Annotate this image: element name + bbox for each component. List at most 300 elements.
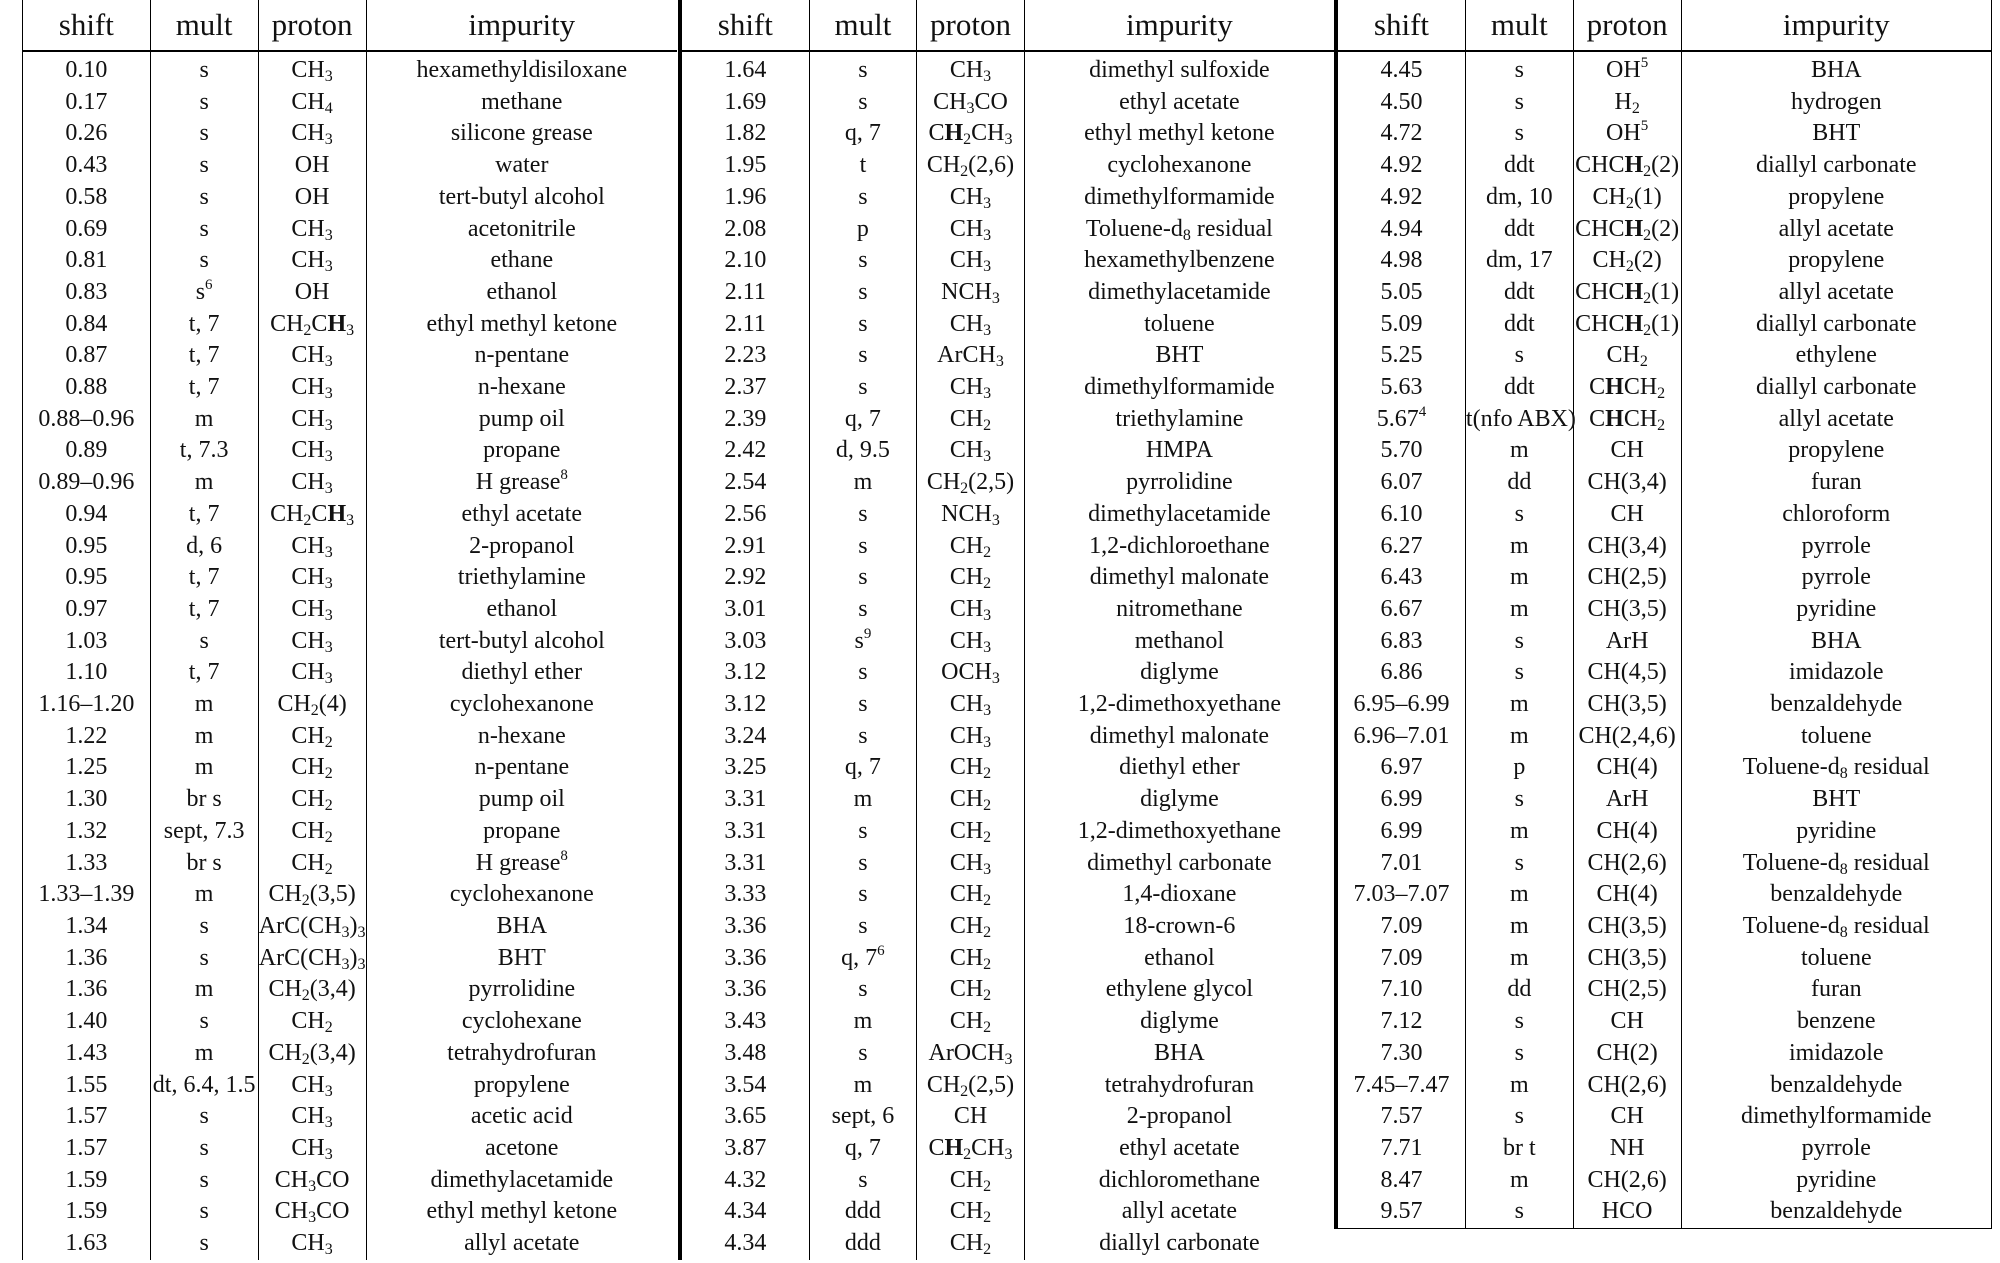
cell-impurity: dimethylacetamide (1024, 277, 1334, 309)
cell-mult: t(nfo ABX) (1465, 404, 1573, 436)
cell-mult: s (809, 277, 917, 309)
cell-mult: s (809, 245, 917, 277)
cell-shift: 0.95 (65, 564, 108, 591)
cell-mult: s (1465, 340, 1573, 372)
table-row (23, 1196, 678, 1228)
table-row (1338, 784, 1992, 816)
cell-impurity: n-hexane (366, 372, 677, 404)
cell-shift: 2.11 (724, 310, 766, 337)
cell-mult: q, 7 (809, 404, 917, 436)
column-header-impurity: impurity (366, 0, 677, 51)
cell-impurity: diglyme (1024, 784, 1334, 816)
cell-mult: ddt (1465, 309, 1573, 341)
cell-impurity: BHA (1681, 626, 1991, 658)
cell-mult: s (1465, 1006, 1573, 1038)
table-row (1338, 657, 1992, 689)
cell-shift: 0.84 (65, 310, 108, 337)
table-row (23, 340, 678, 372)
cell-mult: s (1465, 626, 1573, 658)
table-row (23, 1006, 678, 1038)
cell-mult: s (809, 499, 917, 531)
cell-proton: $CH_3$ (258, 562, 366, 594)
cell-impurity: water (366, 150, 677, 182)
table-panel-1 (22, 0, 677, 1260)
cell-shift: 2.08 (724, 215, 767, 242)
table-row (1338, 51, 1992, 87)
cell-impurity: 2-propanol (1024, 1101, 1334, 1133)
cell-impurity: ethanol (366, 277, 677, 309)
table-row (23, 721, 678, 753)
cell-shift: 1.34 (65, 912, 108, 939)
cell-impurity: cyclohexanone (366, 879, 677, 911)
cell-impurity: diallyl carbonate (1681, 309, 1991, 341)
cell-shift: 4.50 (1380, 88, 1423, 115)
table-row (23, 499, 678, 531)
cell-mult: $s^9$ (809, 626, 917, 658)
cell-shift: 1.95 (724, 152, 767, 179)
table-row (23, 404, 678, 436)
cell-proton: $OCH_3$ (917, 657, 1025, 689)
table-row (23, 309, 678, 341)
cell-mult: m (809, 784, 917, 816)
cell-proton: $CH_2$ (917, 1006, 1025, 1038)
cell-impurity: ethanol (366, 594, 677, 626)
header-row (23, 0, 678, 51)
table-row (1338, 531, 1992, 563)
cell-impurity: pyrrolidine (1024, 467, 1334, 499)
cell-shift: 1.25 (65, 754, 108, 781)
cell-proton: $CH_2$ (917, 1228, 1025, 1260)
table-row (1338, 721, 1992, 753)
cell-mult: s (809, 372, 917, 404)
cell-impurity: methanol (1024, 626, 1334, 658)
cell-shift: 8.47 (1380, 1166, 1423, 1193)
cell-mult: s (1465, 51, 1573, 87)
cell-shift: 1.36 (65, 944, 108, 971)
cell-mult: s (150, 245, 258, 277)
cell-mult: q, 7 (809, 118, 917, 150)
cell-proton: $CH_2(3,4)$ (258, 974, 366, 1006)
cell-impurity: benzene (1681, 1006, 1991, 1038)
cell-impurity: BHT (366, 943, 677, 975)
cell-impurity: pyrrole (1681, 562, 1991, 594)
table-row (682, 118, 1334, 150)
cell-impurity: Toluene-$d_8$ residual (1681, 848, 1991, 880)
cell-impurity: diallyl carbonate (1681, 372, 1991, 404)
cell-mult: br t (1465, 1133, 1573, 1165)
cell-proton: CH(4) (1573, 879, 1681, 911)
cell-shift: 1.40 (65, 1008, 108, 1035)
table-row (23, 467, 678, 499)
cell-proton: CH (1573, 435, 1681, 467)
cell-shift: 7.12 (1380, 1008, 1423, 1035)
cell-impurity: diallyl carbonate (1024, 1228, 1334, 1260)
cell-mult: t, 7 (150, 372, 258, 404)
table-row (1338, 848, 1992, 880)
cell-proton: $CH_2$ (917, 911, 1025, 943)
cell-mult: s (809, 911, 917, 943)
cell-shift: 0.87 (65, 342, 108, 369)
cell-mult: q, 7 (809, 752, 917, 784)
cell-shift: 3.36 (724, 912, 767, 939)
cell-mult: s (809, 531, 917, 563)
cell-impurity: imidazole (1681, 1038, 1991, 1070)
cell-proton: $CH_3$ (258, 372, 366, 404)
table-row (682, 182, 1334, 214)
cell-impurity: toluene (1024, 309, 1334, 341)
column-header-proton: proton (1573, 0, 1681, 51)
table-row (1338, 1006, 1992, 1038)
cell-mult: m (1465, 721, 1573, 753)
cell-proton: CH(4,5) (1573, 657, 1681, 689)
cell-proton: $CH_3$ (258, 1133, 366, 1165)
cell-shift: 5.25 (1380, 342, 1423, 369)
cell-shift: 3.31 (724, 817, 767, 844)
cell-proton: $OH^5$ (1573, 51, 1681, 87)
cell-impurity: 1,2-dimethoxyethane (1024, 689, 1334, 721)
cell-shift: 0.89–0.96 (38, 469, 135, 496)
cell-impurity: BHA (1681, 51, 1991, 87)
cell-shift: 2.39 (724, 405, 767, 432)
cell-mult: m (1465, 943, 1573, 975)
cell-impurity: imidazole (1681, 657, 1991, 689)
cell-mult: s (809, 657, 917, 689)
cell-shift: 0.81 (65, 247, 108, 274)
cell-proton: $CH_3$ (917, 51, 1025, 87)
table-row (1338, 816, 1992, 848)
table-row (23, 1165, 678, 1197)
cell-proton: $CH_4$ (258, 87, 366, 119)
cell-shift: 0.95 (65, 532, 108, 559)
cell-mult: sept, 7.3 (150, 816, 258, 848)
table-row (682, 277, 1334, 309)
table-row (682, 689, 1334, 721)
cell-shift: 7.10 (1380, 976, 1423, 1003)
cell-mult: s (809, 848, 917, 880)
table-row (23, 277, 678, 309)
cell-proton: CH(2,5) (1573, 562, 1681, 594)
cell-shift: 2.56 (724, 500, 767, 527)
table-row (682, 1165, 1334, 1197)
cell-proton: $CH_3$ (258, 531, 366, 563)
table-row (1338, 562, 1992, 594)
cell-mult: s (809, 309, 917, 341)
cell-mult: s (150, 1228, 258, 1260)
cell-impurity: propylene (1681, 245, 1991, 277)
cell-proton: $CH_3$ (917, 594, 1025, 626)
cell-shift: 1.10 (65, 659, 108, 686)
cell-shift: 6.27 (1380, 532, 1423, 559)
cell-impurity: diglyme (1024, 657, 1334, 689)
table-row (23, 657, 678, 689)
table-row (682, 372, 1334, 404)
cell-mult: ddd (809, 1228, 917, 1260)
cell-shift: 3.31 (724, 849, 767, 876)
cell-shift: 3.01 (724, 595, 767, 622)
table-row (1338, 1101, 1992, 1133)
cell-shift: 1.63 (65, 1230, 108, 1257)
cell-mult: m (809, 1070, 917, 1102)
cell-proton: CH(2,6) (1573, 1165, 1681, 1197)
table-row (682, 51, 1334, 87)
cell-shift: 7.09 (1380, 912, 1423, 939)
cell-proton: $CH_2$ (917, 816, 1025, 848)
cell-proton: $CH_2$ (917, 943, 1025, 975)
cell-proton: $CH_3$ (258, 657, 366, 689)
column-header-shift: shift (23, 0, 151, 51)
cell-impurity: 1,2-dichloroethane (1024, 531, 1334, 563)
cell-proton: CH(3,5) (1573, 689, 1681, 721)
cell-shift: 1.69 (724, 88, 767, 115)
table-row (682, 816, 1334, 848)
cell-shift: 2.92 (724, 564, 767, 591)
cell-proton: CH(2,6) (1573, 1070, 1681, 1102)
cell-mult: s (1465, 784, 1573, 816)
table-row (1338, 1165, 1992, 1197)
cell-proton: $CH_2$ (258, 784, 366, 816)
cell-shift: 6.83 (1380, 627, 1423, 654)
table-row (682, 435, 1334, 467)
cell-shift: 2.37 (724, 374, 767, 401)
cell-shift: 1.59 (65, 1166, 108, 1193)
cell-proton: CH (1573, 1006, 1681, 1038)
table-row (682, 150, 1334, 182)
cell-proton: $CH_3$ (258, 1228, 366, 1260)
cell-impurity: dimethylformamide (1024, 182, 1334, 214)
cell-proton: $CH_3$ (258, 404, 366, 436)
cell-mult: m (150, 1038, 258, 1070)
cell-impurity: pyrrolidine (366, 974, 677, 1006)
cell-impurity: pyridine (1681, 816, 1991, 848)
column-header-impurity: impurity (1681, 0, 1991, 51)
table-row (23, 245, 678, 277)
cell-impurity: 2-propanol (366, 531, 677, 563)
cell-mult: m (150, 879, 258, 911)
cell-mult: t, 7 (150, 340, 258, 372)
table-row (1338, 118, 1992, 150)
cell-proton: $CH_2(3,4)$ (258, 1038, 366, 1070)
cell-shift: 5.63 (1380, 374, 1423, 401)
cell-mult: t, 7 (150, 499, 258, 531)
cell-mult: ddd (809, 1196, 917, 1228)
nmr-table (1338, 0, 1992, 1229)
cell-proton: $NCH_3$ (917, 499, 1025, 531)
cell-proton: $CH_2$ (258, 848, 366, 880)
cell-shift: 1.55 (65, 1071, 108, 1098)
cell-mult: s (150, 214, 258, 246)
cell-mult: t, 7.3 (150, 435, 258, 467)
table-row (1338, 879, 1992, 911)
table-row (1338, 1038, 1992, 1070)
cell-mult: s (1465, 848, 1573, 880)
cell-impurity: benzaldehyde (1681, 879, 1991, 911)
cell-shift: 1.33 (65, 849, 108, 876)
cell-shift: 7.01 (1380, 849, 1423, 876)
table-row (682, 404, 1334, 436)
cell-impurity: dimethyl malonate (1024, 562, 1334, 594)
cell-impurity: diallyl carbonate (1681, 150, 1991, 182)
cell-proton: ArH (1573, 626, 1681, 658)
cell-impurity: propane (366, 435, 677, 467)
table-row (1338, 340, 1992, 372)
table-row (682, 1070, 1334, 1102)
cell-proton: CH (1573, 499, 1681, 531)
cell-mult: m (150, 689, 258, 721)
cell-shift: 6.43 (1380, 564, 1423, 591)
cell-impurity: ethyl methyl ketone (366, 309, 677, 341)
cell-proton: $CH_3$ (258, 1070, 366, 1102)
cell-mult: s (150, 182, 258, 214)
cell-shift: 1.64 (724, 57, 767, 83)
cell-impurity: silicone grease (366, 118, 677, 150)
cell-proton: $ArC(CH_3)_3$ (258, 912, 366, 941)
cell-impurity: BHA (1024, 1038, 1334, 1070)
cell-impurity: n-pentane (366, 340, 677, 372)
cell-impurity: BHT (1681, 118, 1991, 150)
cell-impurity: Toluene-$d_8$ residual (1681, 911, 1991, 943)
table-row (23, 214, 678, 246)
cell-shift: 3.36 (724, 976, 767, 1003)
table-row (1338, 626, 1992, 658)
cell-shift: 0.97 (65, 595, 108, 622)
cell-mult: d, 6 (150, 531, 258, 563)
cell-shift: 0.83 (65, 278, 108, 305)
cell-impurity: pump oil (366, 404, 677, 436)
cell-impurity: cyclohexane (366, 1006, 677, 1038)
cell-proton: ArCH$_3$ (917, 340, 1025, 372)
cell-mult: s (150, 1196, 258, 1228)
cell-impurity: methane (366, 87, 677, 119)
table-row (1338, 150, 1992, 182)
cell-impurity: ethylene (1681, 340, 1991, 372)
table-row (23, 974, 678, 1006)
cell-mult: m (809, 467, 917, 499)
cell-impurity: n-pentane (366, 752, 677, 784)
table-row (23, 562, 678, 594)
cell-shift: 2.42 (724, 437, 767, 464)
cell-impurity: ethyl methyl ketone (1024, 118, 1334, 150)
cell-mult: t, 7 (150, 562, 258, 594)
table-row (23, 87, 678, 119)
cell-proton: OH (258, 182, 366, 214)
table-row (1338, 594, 1992, 626)
cell-mult: ddt (1465, 372, 1573, 404)
table-row (1338, 689, 1992, 721)
cell-shift: 0.88 (65, 374, 108, 401)
table-row (682, 1038, 1334, 1070)
cell-shift: 5.09 (1380, 310, 1423, 337)
cell-shift: 3.43 (724, 1008, 767, 1035)
cell-proton: CH(3,5) (1573, 943, 1681, 975)
table-row (682, 626, 1334, 658)
cell-proton: $CH_2$ (258, 721, 366, 753)
cell-mult: m (1465, 879, 1573, 911)
cell-impurity: H grease$^8$ (366, 467, 677, 499)
cell-impurity: dimethylformamide (1681, 1101, 1991, 1133)
cell-shift: 1.36 (65, 976, 108, 1003)
cell-mult: s (1465, 87, 1573, 119)
cell-mult: p (809, 214, 917, 246)
cell-impurity: allyl acetate (1024, 1196, 1334, 1228)
cell-shift: 2.10 (724, 247, 767, 274)
table-row (682, 974, 1334, 1006)
cell-impurity: hydrogen (1681, 87, 1991, 119)
cell-shift: 6.96–7.01 (1353, 722, 1450, 749)
cell-shift: 3.48 (724, 1039, 767, 1066)
cell-mult: m (150, 721, 258, 753)
cell-shift: 7.09 (1380, 944, 1423, 971)
cell-proton: $CHCH_2(1)$ (1575, 310, 1680, 339)
cell-proton: $CH_2(2,5)$ (917, 1070, 1025, 1102)
cell-impurity: 1,4-dioxane (1024, 879, 1334, 911)
table-row (1338, 752, 1992, 784)
table-row (23, 182, 678, 214)
cell-proton: $CH_3$ (917, 182, 1025, 214)
cell-mult: s (809, 721, 917, 753)
cell-mult: q, 7 (809, 1133, 917, 1165)
cell-impurity: H grease$^8$ (366, 848, 677, 880)
cell-impurity: toluene (1681, 721, 1991, 753)
cell-proton: HCO (1573, 1196, 1681, 1228)
table-row (23, 784, 678, 816)
cell-proton: $CHCH_2(1)$ (1575, 278, 1680, 307)
cell-impurity: dimethylacetamide (1024, 499, 1334, 531)
cell-impurity: acetone (366, 1133, 677, 1165)
cell-mult: q, $7^6$ (809, 943, 917, 975)
cell-proton: CH(4) (1573, 752, 1681, 784)
cell-impurity: hexamethylbenzene (1024, 245, 1334, 277)
table-row (682, 245, 1334, 277)
cell-shift: 3.12 (724, 659, 767, 686)
cell-mult: s (150, 87, 258, 119)
cell-proton: $CH_2$ (917, 784, 1025, 816)
cell-mult: s (1465, 1101, 1573, 1133)
cell-shift: 3.12 (724, 691, 767, 718)
cell-proton: CH(3,4) (1573, 467, 1681, 499)
cell-impurity: propylene (366, 1070, 677, 1102)
cell-shift: 7.03–7.07 (1353, 881, 1450, 908)
cell-proton: $CH_3CO$ (258, 1196, 366, 1228)
table-row (23, 752, 678, 784)
table-row (1338, 372, 1992, 404)
cell-proton: $CH_2CH_3$ (258, 499, 366, 531)
cell-impurity: benzaldehyde (1681, 1070, 1991, 1102)
cell-shift: 6.67 (1380, 595, 1423, 622)
cell-impurity: Toluene-$d_8$ residual (1681, 752, 1991, 784)
table-row (682, 531, 1334, 563)
cell-shift: 0.88–0.96 (38, 405, 135, 432)
table-row (23, 1038, 678, 1070)
cell-mult: m (1465, 1165, 1573, 1197)
cell-proton: $CHCH_2$ (1573, 404, 1681, 436)
cell-mult: s (1465, 118, 1573, 150)
cell-impurity: diglyme (1024, 1006, 1334, 1038)
cell-proton: $CHCH_2$ (1573, 372, 1681, 404)
cell-mult: br s (150, 848, 258, 880)
column-header-impurity: impurity (1024, 0, 1334, 51)
cell-mult: $s^6$ (150, 277, 258, 309)
cell-proton: $CH_3$ (917, 372, 1025, 404)
cell-shift: 4.72 (1380, 120, 1423, 147)
cell-impurity: ethyl acetate (1024, 1133, 1334, 1165)
cell-proton: $CH_3$ (917, 245, 1025, 277)
cell-proton: $CH_3CO$ (258, 1165, 366, 1197)
table-row (682, 784, 1334, 816)
cell-impurity: BHT (1681, 784, 1991, 816)
cell-mult: t (809, 150, 917, 182)
cell-proton: $CH_2CH_3$ (258, 309, 366, 341)
cell-proton: $CH_2(1)$ (1573, 182, 1681, 214)
